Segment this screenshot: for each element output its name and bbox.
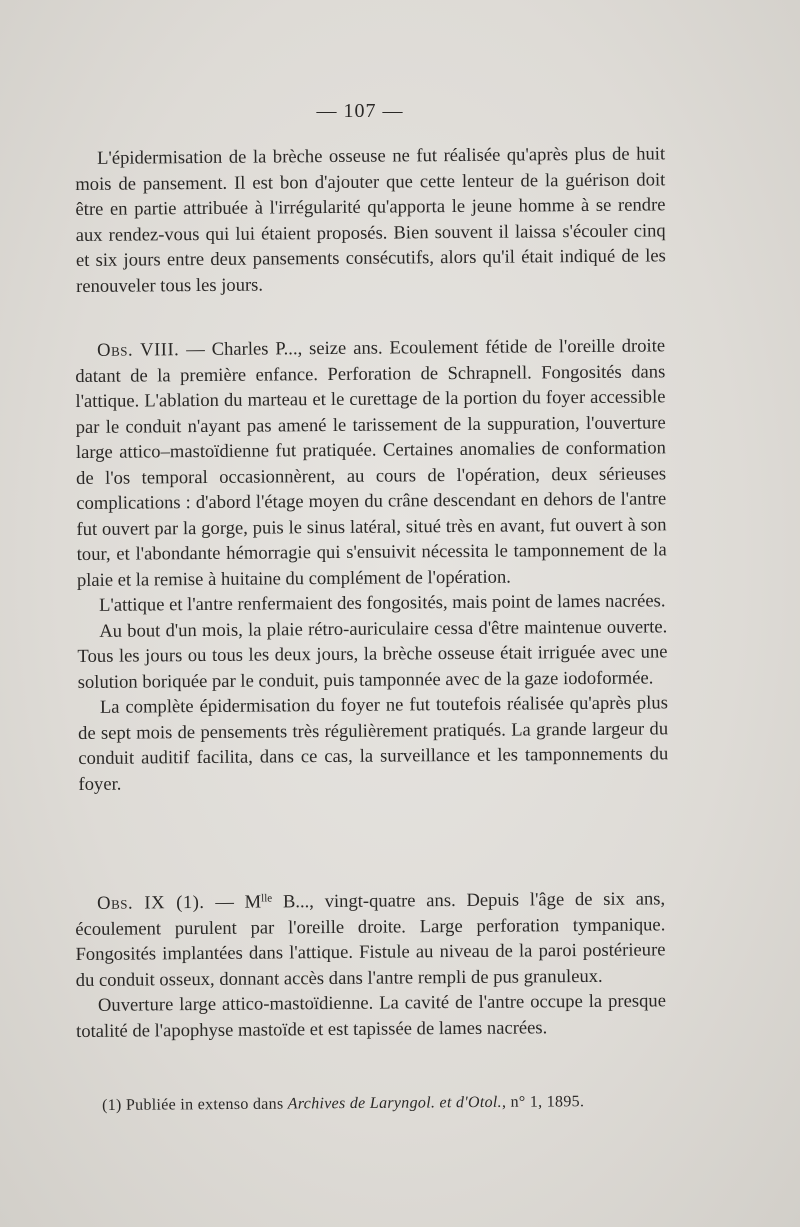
paragraph-attique: L'attique et l'antre renfermaient des fongosités, mais point de lames nacrées. xyxy=(99,590,666,616)
paragraph-ouverture: Ouverture large attico-mastoïdienne. La cavité de l'antre occupe la presque totalité de l'apophyse mastoïde et est tapissée de lames nacrées. xyxy=(76,990,666,1042)
footnote xyxy=(102,1093,662,1115)
footnote-lead: (1) Publiée in extenso dans xyxy=(102,1095,288,1114)
observation-ix-paragraph xyxy=(75,883,666,993)
page-number: — 107 — xyxy=(316,100,404,122)
observation-ix-text-b: B..., vingt-quatre ans. Depuis l'âge de six ans, écoulement purulent par l'oreille droite. Large perforation tympanique. Fongosités implantées dans l'attique. Fistule au niveau de la paroi postérieure du conduit osseux, donnant accès dans l'antre rempli de pus granuleux. xyxy=(75,888,666,991)
observation-ix-text-a: — M xyxy=(204,891,262,913)
paragraph-complete-epidermisation: La complète épidermisation du foyer ne fut toutefois réalisée qu'après plus de sept mois de pensements très régulièrement pratiqués. La grande largeur du conduit auditif facilita, dans ce cas, la surveillance et les tamponnements du foyer. xyxy=(78,692,669,795)
observation-viii-paragraph xyxy=(75,333,667,593)
footnote-tail: , n° 1, 1895. xyxy=(501,1093,585,1111)
observation-viii xyxy=(75,333,669,797)
paragraph-epidermisation xyxy=(75,141,666,299)
observation-ix xyxy=(75,883,666,1044)
observation-ix-superscript: lle xyxy=(261,892,273,905)
footnote-journal: Archives de Laryngol. et d'Otol. xyxy=(287,1093,502,1113)
observation-viii-text: — Charles P..., seize ans. Ecoulement fétide de l'oreille droite datant de la première enfance. Perforation de Schrapnell. Fongosités dans l'attique. L'ablation du marteau et le curettage de la portion du foyer accessible par le conduit n'ayant pas amené le tarissement de la suppuration, l'ouverture large attico–mastoïdienne fut pratiquée. Certaines anomalies de conformation de l'os temporal occasionnèrent, au cours de l'opération, deux sérieuses complications : d'abord l'étage moyen du crâne descendant en dehors de l'antre fut ouvert par la gorge, puis le sinus latéral, situé très en avant, fut ouvert à son tour, et l'abondante hémorragie qui s'ensuivit nécessita le tamponnement de la plaie et la remise à huitaine du complément de l'opération. xyxy=(75,335,667,591)
paragraph-bout-mois: Au bout d'un mois, la plaie rétro-auriculaire cessa d'être maintenue ouverte. Tous les jours ou tous les deux jours, la brèche osseuse était irriguée avec une solution boriquée par le conduit, puis tamponnée avec de la gaze iodoformée. xyxy=(77,615,668,693)
observation-ix-label: Obs. IX (1). xyxy=(97,891,205,914)
observation-viii-label: Obs. VIII. xyxy=(97,339,180,361)
paragraph-text: L'épidermisation de la brèche osseuse ne fut réalisée qu'après plus de huit mois de pansement. Il est bon d'ajouter que cette lenteur de la guérison doit être en partie attribuée à l'irrégularité qu'apporta le jeune homme à se rendre aux rendez-vous qui lui étaient proposés. Bien souvent il laissa s'écouler cinq et six jours entre deux pansements consécutifs, alors qu'il était indiqué de les renouveler tous les jours. xyxy=(75,143,666,297)
